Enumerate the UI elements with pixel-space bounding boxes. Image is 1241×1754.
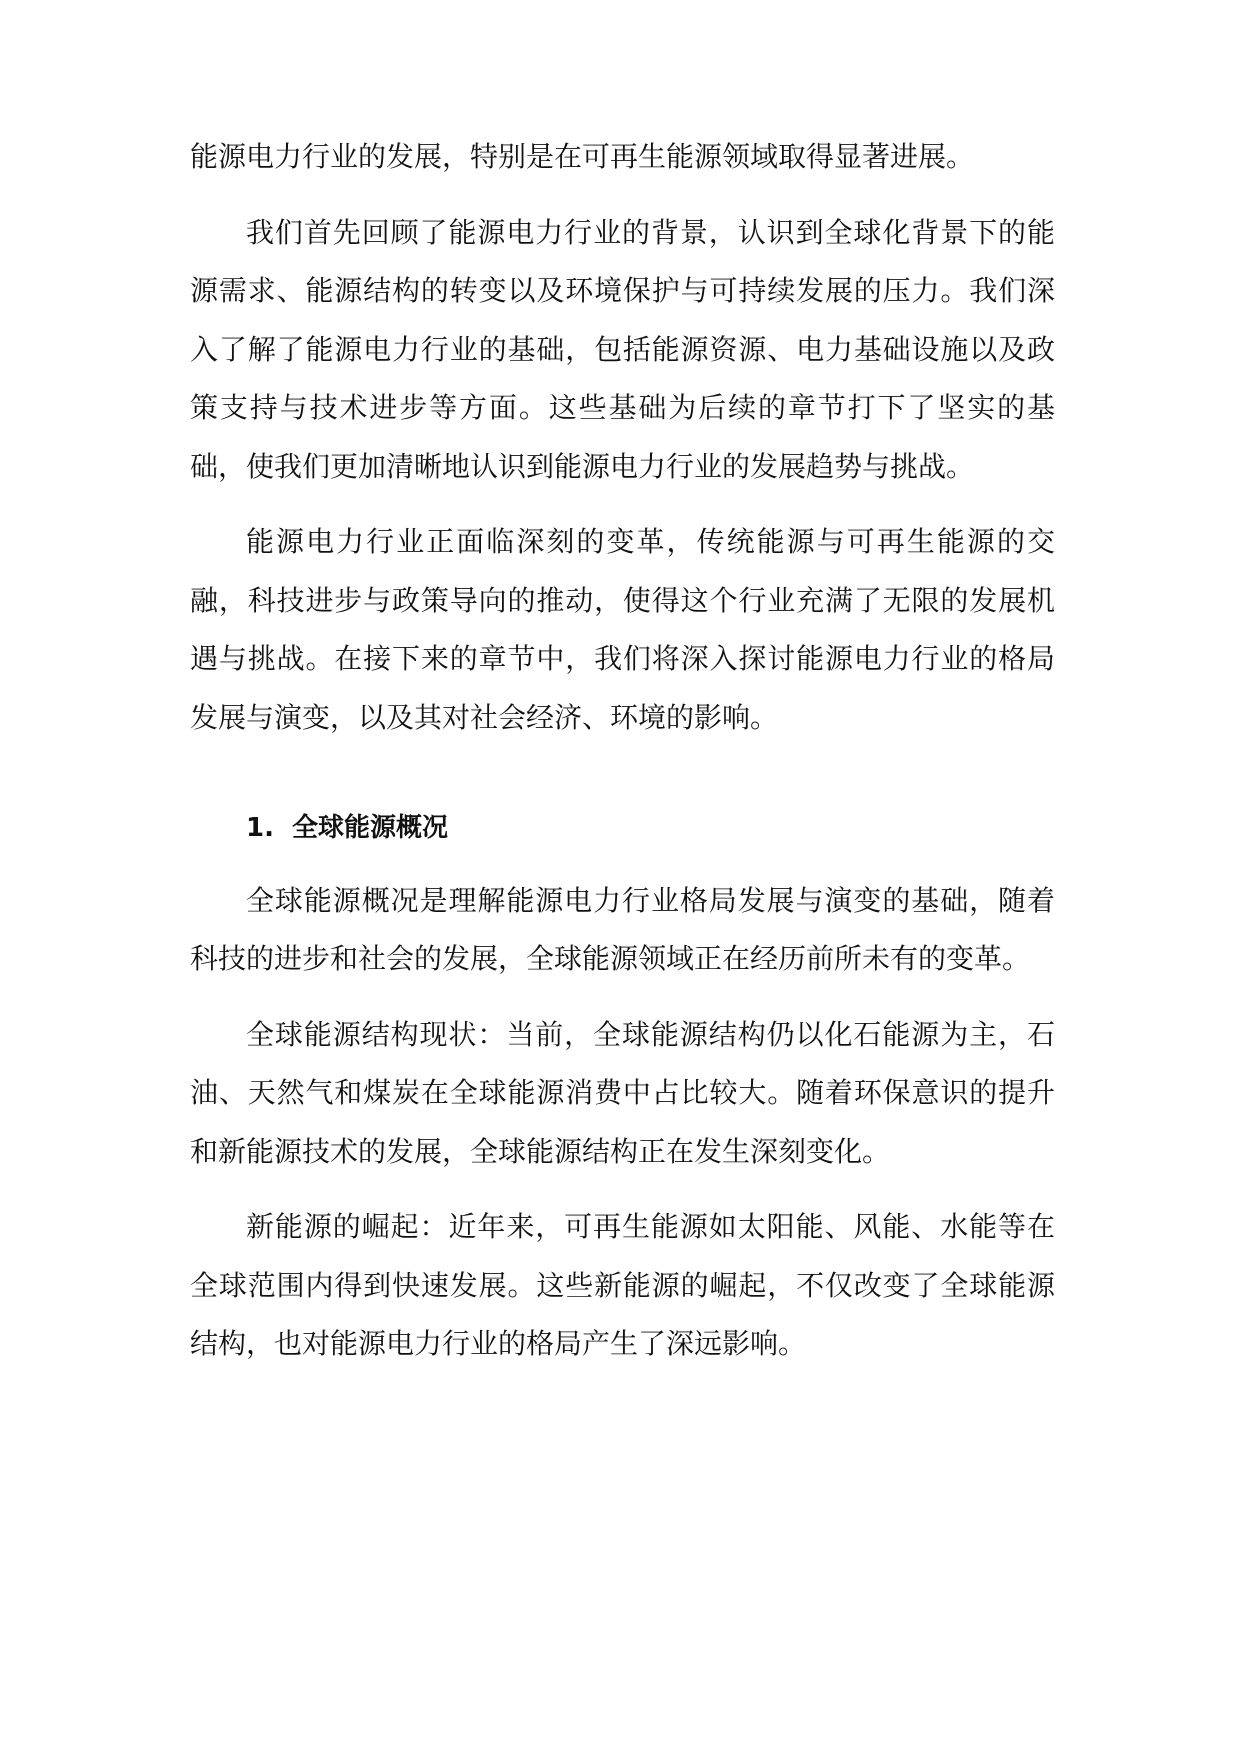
paragraph-6: 新能源的崛起：近年来，可再生能源如太阳能、风能、水能等在全球范围内得到快速发展。这些新能源的崛起，不仅改变了全球能源结构，也对能源电力行业的格局产生了深远影响。 <box>190 1210 1055 1360</box>
paragraph-1: 能源电力行业的发展，特别是在可再生能源领域取得显著进展。 <box>190 140 975 173</box>
paragraph-3: 能源电力行业正面临深刻的变革，传统能源与可再生能源的交融，科技进步与政策导向的推动，使得这个行业充满了无限的发展机遇与挑战。在接下来的章节中，我们将深入探讨能源电力行业的格局发展与演变，以及其对社会经济、环境的影响。 <box>190 525 1055 734</box>
section-heading <box>190 799 1055 858</box>
paragraph-5: 全球能源结构现状：当前，全球能源结构仍以化石能源为主，石油、天然气和煤炭在全球能源消费中占比较大。随着环保意识的提升和新能源技术的发展，全球能源结构正在发生深刻变化。 <box>190 1017 1055 1168</box>
paragraph-2: 我们首先回顾了能源电力行业的背景，认识到全球化背景下的能源需求、能源结构的转变以及环境保护与可持续发展的压力。我们深入了解了能源电力行业的基础，包括能源资源、电力基础设施以及政策支持与技术进步等方面。这些基础为后续的章节打下了坚实的基础，使我们更加清晰地认识到能源电力行业的发展趋势与挑战。 <box>190 215 1055 483</box>
section-title: 全球能源概况 <box>291 813 448 843</box>
section-number: 1. <box>246 813 274 843</box>
paragraph-4: 全球能源概况是理解能源电力行业格局发展与演变的基础，随着科技的进步和社会的发展，全球能源领域正在经历前所未有的变革。 <box>190 883 1055 975</box>
document-page <box>190 128 1055 1391</box>
